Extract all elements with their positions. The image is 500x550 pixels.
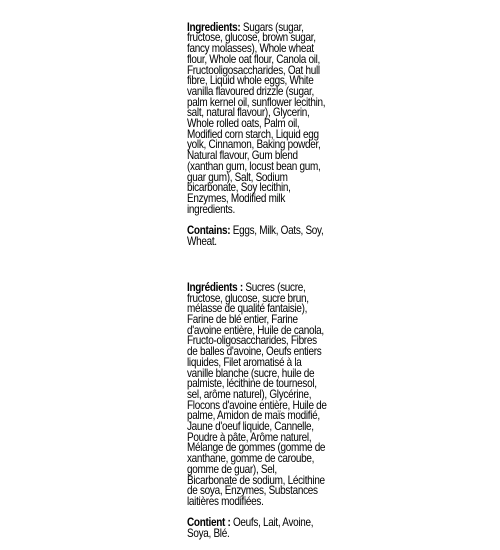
- english-ingredients-paragraph: [187, 20, 327, 216]
- french-ingredients-list: Sucres (sucre, fructose, glucose, sucre brun, mélasse de qualité fantaisie), Farine de blé entier, Farine d'avoine entière, Huile de canola, Fructo-oligosaccharides, Fibres de balles d'avoine, Oeufs entiers liquides, Filet aromatisé à la vanille blanche (sucre, huile de palmiste, lécithine de tournesol, sel, arôme naturel), Glycérine, Flocons d'avoine entière, Huile de palme, Amidon de maïs modifié, Jaune d'oeuf liquide, Cannelle, Poudre à pâte, Arôme naturel, Mélange de gommes (gomme de xanthane, gomme de caroube, gomme de guar), Sel, Bicarbonate de sodium, Lécithine de soya, Enzymes, Substances laitières modifiées.: [187, 280, 327, 508]
- ingredients-label-panel: [187, 12, 327, 550]
- english-contains-paragraph: [187, 226, 327, 247]
- english-contains-list: Eggs, Milk, Oats, Soy, Wheat.: [187, 224, 324, 248]
- french-ingredients-heading: Ingrédients :: [187, 280, 243, 294]
- french-contains-heading: Contient :: [187, 516, 231, 530]
- english-ingredients-block: [187, 12, 327, 258]
- french-contains-paragraph: [187, 518, 327, 539]
- french-ingredients-block: [187, 272, 327, 550]
- french-ingredients-paragraph: [187, 280, 327, 508]
- english-contains-heading: Contains:: [187, 224, 231, 238]
- english-ingredients-list: Sugars (sugar, fructose, glucose, brown sugar, fancy molasses), Whole wheat flour, Whole oat flour, Canola oil, Fructooligosaccharides, Oat hull fibre, Liquid whole eggs, White vanilla flavoured drizzle (sugar, palm kernel oil, sunflower lecithin, salt, natural flavour), Glycerin, Whole rolled oats, Palm oil, Modified corn starch, Liquid egg yolk, Cinnamon, Baking powder, Natural flavour, Gum blend (xanthan gum, locust bean gum, guar gum), Salt, Sodium bicarbonate, Soy lecithin, Enzymes, Modified milk ingredients.: [187, 20, 326, 216]
- french-contains-list: Oeufs, Lait, Avoine, Soya, Blé.: [187, 516, 314, 541]
- english-ingredients-heading: Ingredients:: [187, 20, 241, 34]
